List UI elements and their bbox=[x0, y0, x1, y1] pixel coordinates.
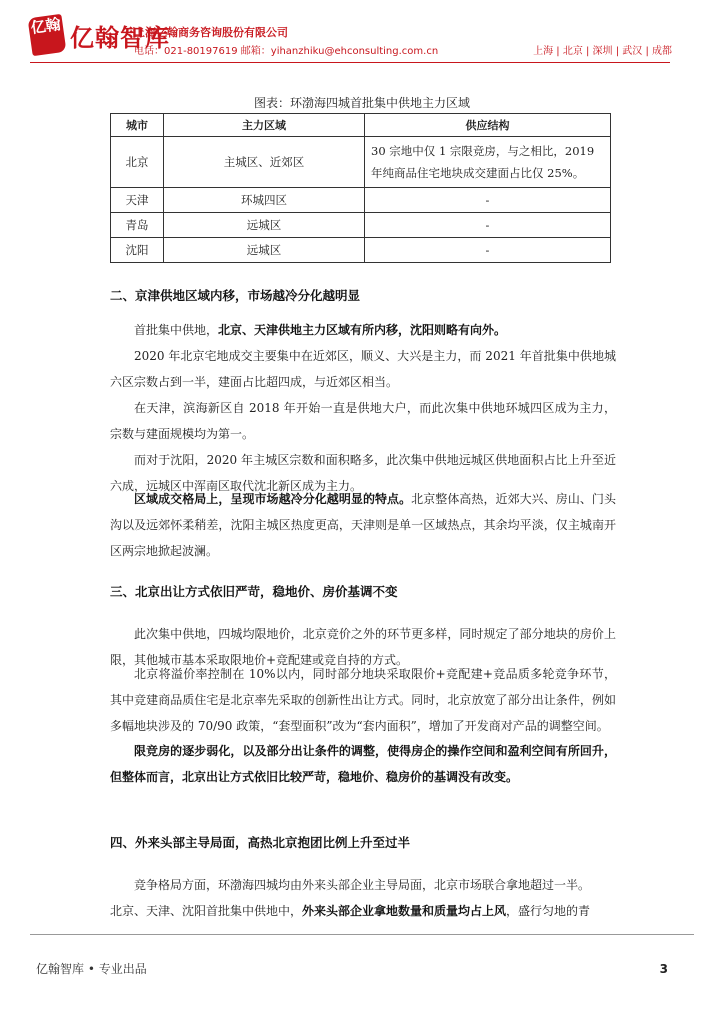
area-cell: 环城四区 bbox=[164, 188, 365, 213]
table-caption: 图表：环渤海四城首批集中供地主力区域 bbox=[253, 96, 470, 110]
paragraph: 而对于沈阳，2020 年主城区宗数和面积略多，此次集中供地远城区供地面积占比上升至近六成，远城区中浑南区取代沈北新区成为主力。 bbox=[110, 453, 616, 493]
paragraph: 在天津，滨海新区自 2018 年开始一直是供地大户，而此次集中供地环城四区成为主力，宗数与建面规模均为第一。 bbox=[110, 401, 616, 441]
paragraph: 竞争格局方面，环渤海四城均由外来头部企业主导局面，北京市场联合拿地超过一半。 bbox=[134, 878, 591, 892]
section-heading-2: 二、京津供地区域内移，市场越冷分化越明显 bbox=[110, 288, 361, 303]
table-row bbox=[111, 238, 611, 263]
table-row bbox=[111, 188, 611, 213]
structure-cell: - bbox=[365, 213, 611, 238]
footer-brand: 亿翰智库 • 专业出品 bbox=[36, 962, 147, 976]
logo-text: 亿翰智库 bbox=[70, 23, 170, 52]
header-area: 主力区域 bbox=[164, 114, 365, 137]
contact-info: 电话：021-80197619 邮箱：yihanzhiku@ehconsulting.com.cn bbox=[134, 46, 439, 57]
header-structure: 供应结构 bbox=[365, 114, 611, 137]
header-divider bbox=[30, 62, 670, 63]
header-city: 城市 bbox=[111, 114, 164, 137]
paragraph bbox=[110, 738, 616, 790]
city-cell: 沈阳 bbox=[111, 238, 164, 263]
paragraph bbox=[110, 898, 616, 924]
text-run: 首批集中供地， bbox=[134, 323, 219, 337]
city-cell: 青岛 bbox=[111, 213, 164, 238]
logo-mark-icon: 亿翰 bbox=[28, 14, 67, 56]
area-cell: 主城区、近郊区 bbox=[164, 137, 365, 188]
company-name: 上海亿翰商务咨询股份有限公司 bbox=[134, 26, 288, 39]
text-run: ，盛行匀地的青 bbox=[506, 904, 591, 918]
section-heading-4: 四、外来头部主导局面，高热北京抱团比例上升至过半 bbox=[110, 835, 411, 850]
page-number: 3 bbox=[659, 962, 668, 976]
footer-divider bbox=[30, 934, 694, 935]
paragraph bbox=[110, 486, 616, 564]
area-cell: 远城区 bbox=[164, 213, 365, 238]
structure-cell: - bbox=[365, 238, 611, 263]
city-cell: 天津 bbox=[111, 188, 164, 213]
table-header-row bbox=[111, 114, 611, 137]
paragraph bbox=[110, 317, 616, 343]
area-cell: 远城区 bbox=[164, 238, 365, 263]
emphasis-text: 限竞房的逐步弱化，以及部分出让条件的调整，使得房企的操作空间和盈利空间有所回升，但整体而言，北京出让方式依旧比较严苛，稳地价、稳房价的基调没有改变。 bbox=[110, 744, 616, 784]
page-header bbox=[0, 0, 724, 80]
emphasis-text: 北京、天津供地主力区域有所内移，沈阳则略有向外。 bbox=[218, 323, 507, 337]
paragraph: 2020 年北京宅地成交主要集中在近郊区，顺义、大兴是主力，而 2021 年首批集中供地城六区宗数占到一半，建面占比超四成，与近郊区相当。 bbox=[110, 349, 616, 389]
text-run: 北京、天津、沈阳首批集中供地中， bbox=[110, 904, 303, 918]
table-row bbox=[111, 213, 611, 238]
text-run: 北京整体高热，近郊大兴、房山、门头沟以及远郊怀柔稍差，沈阳主城区热度更高，天津则是单一区域热点，其余均平淡，仅主城南开区两宗地掀起波澜。 bbox=[110, 492, 616, 558]
structure-cell: 30 宗地中仅 1 宗限竞房，与之相比，2019 年纯商品住宅地块成交建面占比仅 25%。 bbox=[365, 137, 611, 188]
structure-cell: - bbox=[365, 188, 611, 213]
emphasis-text: 区域成交格局上，呈现市场越冷分化越明显的特点。 bbox=[134, 492, 412, 506]
table-row bbox=[111, 137, 611, 188]
section-heading-3: 三、北京出让方式依旧严苛，稳地价、房价基调不变 bbox=[110, 584, 398, 599]
supply-table bbox=[110, 113, 611, 263]
emphasis-text: 外来头部企业拿地数量和质量均占上风 bbox=[302, 904, 507, 918]
city-cell: 北京 bbox=[111, 137, 164, 188]
paragraph: 北京将溢价率控制在 10%以内，同时部分地块采取限价+竞配建+竞品质多轮竞争环节，其中竞建商品质住宅是北京率先采取的创新性出让方式。同时，北京放宽了部分出让条件，例如多幅地块涉及的 70/90 政策，“套型面积”改为“套内面积”，增加了开发商对产品的调整空间。 bbox=[110, 667, 616, 733]
office-cities: 上海 | 北京 | 深圳 | 武汉 | 成都 bbox=[533, 46, 672, 57]
paragraph: 此次集中供地，四城均限地价，北京竞价之外的环节更多样，同时规定了部分地块的房价上限，其他城市基本采取限地价+竞配建或竞自持的方式。 bbox=[110, 627, 616, 667]
